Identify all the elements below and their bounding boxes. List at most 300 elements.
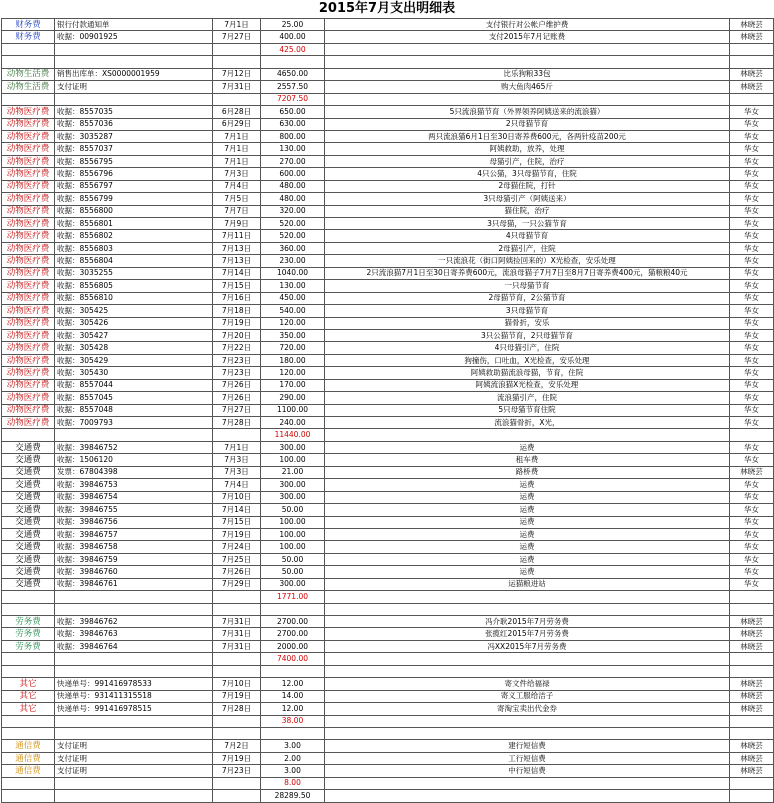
- empty-cell: [2, 429, 55, 441]
- empty-cell: [2, 727, 55, 739]
- handler-cell: 华女: [730, 292, 774, 304]
- handler-cell: 林晓芸: [730, 68, 774, 80]
- amount-cell: 4650.00: [261, 68, 325, 80]
- amount-cell: 290.00: [261, 392, 325, 404]
- handler-cell: 华女: [730, 280, 774, 292]
- voucher-cell: 收据：00901925: [55, 31, 213, 43]
- amount-cell: 2.00: [261, 752, 325, 764]
- subtotal-amount: 425.00: [261, 43, 325, 55]
- description-cell: 5只流浪猫节育（外界领养阿姨送来的流浪猫）: [325, 106, 730, 118]
- handler-cell: 华女: [730, 479, 774, 491]
- description-cell: 购大鱼肉465斤: [325, 81, 730, 93]
- empty-cell: [55, 429, 213, 441]
- amount-cell: 720.00: [261, 342, 325, 354]
- blank-row: [2, 603, 774, 615]
- table-row: [2, 578, 774, 590]
- empty-cell: [213, 715, 261, 727]
- category-cell: 交通费: [2, 466, 55, 478]
- description-cell: 运费: [325, 441, 730, 453]
- table-row: [2, 392, 774, 404]
- amount-cell: 130.00: [261, 143, 325, 155]
- category-cell: 其它: [2, 678, 55, 690]
- empty-cell: [730, 790, 774, 802]
- date-cell: 6月29日: [213, 118, 261, 130]
- table-row: [2, 317, 774, 329]
- date-cell: 7月28日: [213, 703, 261, 715]
- date-cell: 7月3日: [213, 466, 261, 478]
- handler-cell: 华女: [730, 342, 774, 354]
- empty-cell: [325, 653, 730, 665]
- table-row: [2, 417, 774, 429]
- table-row: [2, 354, 774, 366]
- handler-cell: 华女: [730, 553, 774, 565]
- category-cell: 交通费: [2, 504, 55, 516]
- table-row: [2, 106, 774, 118]
- description-cell: 2只流浪猫7月1日至30日寄养费600元，流浪母猫子7月7日至8月7日寄养费400元，猫粮粮40元: [325, 267, 730, 279]
- voucher-cell: 收据：39846764: [55, 640, 213, 652]
- date-cell: 7月1日: [213, 155, 261, 167]
- category-cell: 其它: [2, 690, 55, 702]
- description-cell: 寄文件给福禄: [325, 678, 730, 690]
- category-cell: 动物医疗费: [2, 255, 55, 267]
- table-row: [2, 267, 774, 279]
- category-cell: 动物医疗费: [2, 367, 55, 379]
- empty-cell: [261, 603, 325, 615]
- blank-row: [2, 727, 774, 739]
- category-cell: 交通费: [2, 479, 55, 491]
- amount-cell: 800.00: [261, 130, 325, 142]
- date-cell: 7月11日: [213, 230, 261, 242]
- empty-cell: [55, 790, 213, 802]
- category-cell: 动物医疗费: [2, 130, 55, 142]
- amount-cell: 300.00: [261, 479, 325, 491]
- amount-cell: 25.00: [261, 19, 325, 31]
- handler-cell: 林晓芸: [730, 19, 774, 31]
- empty-cell: [325, 429, 730, 441]
- voucher-cell: 收据：8556801: [55, 218, 213, 230]
- table-row: [2, 180, 774, 192]
- empty-cell: [213, 43, 261, 55]
- handler-cell: 林晓芸: [730, 690, 774, 702]
- subtotal-amount: 8.00: [261, 777, 325, 789]
- table-row: [2, 541, 774, 553]
- date-cell: 7月19日: [213, 690, 261, 702]
- voucher-cell: 收据：39846752: [55, 441, 213, 453]
- amount-cell: 3.00: [261, 765, 325, 777]
- amount-cell: 320.00: [261, 205, 325, 217]
- table-row: [2, 280, 774, 292]
- amount-cell: 2700.00: [261, 616, 325, 628]
- table-row: [2, 479, 774, 491]
- amount-cell: 520.00: [261, 230, 325, 242]
- handler-cell: 林晓芸: [730, 81, 774, 93]
- category-cell: 交通费: [2, 454, 55, 466]
- voucher-cell: 收据：8557048: [55, 404, 213, 416]
- voucher-cell: 收据：3035287: [55, 130, 213, 142]
- empty-cell: [213, 777, 261, 789]
- empty-cell: [55, 603, 213, 615]
- description-cell: 运费: [325, 528, 730, 540]
- description-cell: 2母猫住院，打针: [325, 180, 730, 192]
- table-row: [2, 553, 774, 565]
- handler-cell: 林晓芸: [730, 765, 774, 777]
- empty-cell: [325, 43, 730, 55]
- amount-cell: 400.00: [261, 31, 325, 43]
- amount-cell: 100.00: [261, 541, 325, 553]
- category-cell: 动物医疗费: [2, 329, 55, 341]
- amount-cell: 600.00: [261, 168, 325, 180]
- empty-cell: [213, 56, 261, 68]
- description-cell: 一只母猫节育: [325, 280, 730, 292]
- description-cell: 3只母猫节育: [325, 305, 730, 317]
- date-cell: 7月25日: [213, 553, 261, 565]
- date-cell: 7月1日: [213, 19, 261, 31]
- category-cell: 劳务费: [2, 628, 55, 640]
- description-cell: 猫住院，治疗: [325, 205, 730, 217]
- handler-cell: 华女: [730, 417, 774, 429]
- amount-cell: 240.00: [261, 417, 325, 429]
- category-cell: 动物医疗费: [2, 218, 55, 230]
- date-cell: 7月15日: [213, 516, 261, 528]
- table-row: [2, 118, 774, 130]
- handler-cell: 华女: [730, 130, 774, 142]
- description-cell: 狗撞伤，口吐血，X光检查，安乐处理: [325, 354, 730, 366]
- empty-cell: [325, 591, 730, 603]
- category-cell: 劳务费: [2, 616, 55, 628]
- grand-total-amount: 28289.50: [261, 790, 325, 802]
- voucher-cell: 收据：39846763: [55, 628, 213, 640]
- voucher-cell: 支付证明: [55, 765, 213, 777]
- empty-cell: [2, 790, 55, 802]
- table-row: [2, 516, 774, 528]
- voucher-cell: 收据：3035255: [55, 267, 213, 279]
- empty-cell: [325, 777, 730, 789]
- amount-cell: 540.00: [261, 305, 325, 317]
- category-cell: 动物医疗费: [2, 143, 55, 155]
- description-cell: 运猫粮进站: [325, 578, 730, 590]
- description-cell: 路桥费: [325, 466, 730, 478]
- empty-cell: [325, 790, 730, 802]
- description-cell: 建行短信费: [325, 740, 730, 752]
- handler-cell: 华女: [730, 242, 774, 254]
- table-row: [2, 305, 774, 317]
- date-cell: 7月7日: [213, 205, 261, 217]
- voucher-cell: 收据：305425: [55, 305, 213, 317]
- category-cell: 动物医疗费: [2, 305, 55, 317]
- date-cell: 7月13日: [213, 255, 261, 267]
- voucher-cell: 收据：8557036: [55, 118, 213, 130]
- empty-cell: [55, 715, 213, 727]
- description-cell: 冯XX2015年7月劳务费: [325, 640, 730, 652]
- date-cell: 7月26日: [213, 566, 261, 578]
- voucher-cell: 收据：39846761: [55, 578, 213, 590]
- subtotal-amount: 7207.50: [261, 93, 325, 105]
- empty-cell: [730, 429, 774, 441]
- empty-cell: [2, 603, 55, 615]
- handler-cell: 华女: [730, 106, 774, 118]
- handler-cell: 华女: [730, 230, 774, 242]
- category-cell: 动物医疗费: [2, 155, 55, 167]
- description-cell: 流浪猫引产，住院: [325, 392, 730, 404]
- empty-cell: [730, 591, 774, 603]
- date-cell: 7月1日: [213, 441, 261, 453]
- date-cell: 7月12日: [213, 68, 261, 80]
- subtotal-amount: 7400.00: [261, 653, 325, 665]
- description-cell: 运费: [325, 491, 730, 503]
- table-row: [2, 504, 774, 516]
- table-row: [2, 81, 774, 93]
- voucher-cell: 收据：7009793: [55, 417, 213, 429]
- table-row: [2, 19, 774, 31]
- voucher-cell: 收据：8556805: [55, 280, 213, 292]
- voucher-cell: 收据：8556803: [55, 242, 213, 254]
- amount-cell: 360.00: [261, 242, 325, 254]
- table-row: [2, 454, 774, 466]
- empty-cell: [2, 653, 55, 665]
- grand-total-row: [2, 790, 774, 802]
- sheet-title: 2015年7月支出明细表: [318, 1, 456, 16]
- voucher-cell: 支付证明: [55, 81, 213, 93]
- amount-cell: 50.00: [261, 504, 325, 516]
- description-cell: 运费: [325, 504, 730, 516]
- date-cell: 7月26日: [213, 392, 261, 404]
- date-cell: 7月26日: [213, 379, 261, 391]
- description-cell: 张揽红2015年7月劳务费: [325, 628, 730, 640]
- date-cell: 7月31日: [213, 640, 261, 652]
- date-cell: 7月31日: [213, 81, 261, 93]
- empty-cell: [730, 43, 774, 55]
- amount-cell: 300.00: [261, 491, 325, 503]
- handler-cell: 林晓芸: [730, 31, 774, 43]
- table-row: [2, 404, 774, 416]
- table-row: [2, 765, 774, 777]
- empty-cell: [261, 665, 325, 677]
- amount-cell: 12.00: [261, 678, 325, 690]
- voucher-cell: 收据：8556799: [55, 193, 213, 205]
- voucher-cell: 收据：305426: [55, 317, 213, 329]
- amount-cell: 14.00: [261, 690, 325, 702]
- amount-cell: 450.00: [261, 292, 325, 304]
- description-cell: 运费: [325, 553, 730, 565]
- description-cell: 中行短信费: [325, 765, 730, 777]
- date-cell: 7月1日: [213, 143, 261, 155]
- empty-cell: [730, 603, 774, 615]
- handler-cell: 华女: [730, 143, 774, 155]
- amount-cell: 120.00: [261, 367, 325, 379]
- amount-cell: 100.00: [261, 516, 325, 528]
- description-cell: 租车费: [325, 454, 730, 466]
- amount-cell: 350.00: [261, 329, 325, 341]
- handler-cell: 华女: [730, 578, 774, 590]
- date-cell: 7月23日: [213, 354, 261, 366]
- empty-cell: [55, 727, 213, 739]
- date-cell: 7月2日: [213, 740, 261, 752]
- subtotal-row: [2, 43, 774, 55]
- handler-cell: 林晓芸: [730, 740, 774, 752]
- category-cell: 动物生活费: [2, 68, 55, 80]
- table-row: [2, 690, 774, 702]
- voucher-cell: 收据：39846756: [55, 516, 213, 528]
- voucher-cell: 收据：8556802: [55, 230, 213, 242]
- empty-cell: [730, 653, 774, 665]
- empty-cell: [325, 56, 730, 68]
- voucher-cell: 快递单号：991416978533: [55, 678, 213, 690]
- date-cell: 7月14日: [213, 504, 261, 516]
- voucher-cell: 收据：305430: [55, 367, 213, 379]
- date-cell: 7月15日: [213, 280, 261, 292]
- date-cell: 7月20日: [213, 329, 261, 341]
- handler-cell: 华女: [730, 441, 774, 453]
- amount-cell: 2557.50: [261, 81, 325, 93]
- empty-cell: [2, 715, 55, 727]
- handler-cell: 林晓芸: [730, 752, 774, 764]
- handler-cell: 华女: [730, 305, 774, 317]
- category-cell: 交通费: [2, 578, 55, 590]
- table-row: [2, 740, 774, 752]
- date-cell: 7月10日: [213, 678, 261, 690]
- empty-cell: [55, 653, 213, 665]
- table-row: [2, 566, 774, 578]
- voucher-cell: 收据：305428: [55, 342, 213, 354]
- date-cell: 7月31日: [213, 616, 261, 628]
- amount-cell: 300.00: [261, 578, 325, 590]
- voucher-cell: 快递单号：991416978515: [55, 703, 213, 715]
- voucher-cell: 收据：39846757: [55, 528, 213, 540]
- table-row: [2, 441, 774, 453]
- subtotal-row: [2, 653, 774, 665]
- date-cell: 7月24日: [213, 541, 261, 553]
- handler-cell: 华女: [730, 404, 774, 416]
- empty-cell: [55, 56, 213, 68]
- description-cell: 支付银行对公帐户维护费: [325, 19, 730, 31]
- handler-cell: 林晓芸: [730, 678, 774, 690]
- description-cell: 运费: [325, 566, 730, 578]
- amount-cell: 100.00: [261, 454, 325, 466]
- handler-cell: 华女: [730, 329, 774, 341]
- amount-cell: 3.00: [261, 740, 325, 752]
- amount-cell: 130.00: [261, 280, 325, 292]
- subtotal-amount: 1771.00: [261, 591, 325, 603]
- empty-cell: [213, 665, 261, 677]
- description-cell: 3只母猫引产（阿姨送来）: [325, 193, 730, 205]
- voucher-cell: 收据：8556796: [55, 168, 213, 180]
- subtotal-row: [2, 429, 774, 441]
- category-cell: 财务费: [2, 19, 55, 31]
- voucher-cell: 银行付款通知单: [55, 19, 213, 31]
- table-row: [2, 193, 774, 205]
- voucher-cell: 收据：39846754: [55, 491, 213, 503]
- subtotal-row: [2, 777, 774, 789]
- category-cell: 动物医疗费: [2, 205, 55, 217]
- subtotal-row: [2, 93, 774, 105]
- description-cell: 冯介耿2015年7月劳务费: [325, 616, 730, 628]
- date-cell: 7月13日: [213, 242, 261, 254]
- amount-cell: 650.00: [261, 106, 325, 118]
- voucher-cell: 收据：8557045: [55, 392, 213, 404]
- amount-cell: 1100.00: [261, 404, 325, 416]
- voucher-cell: 销售出库单：XS0000001959: [55, 68, 213, 80]
- table-row: [2, 31, 774, 43]
- voucher-cell: 发票：67804398: [55, 466, 213, 478]
- empty-cell: [55, 665, 213, 677]
- voucher-cell: 收据：39846759: [55, 553, 213, 565]
- handler-cell: 华女: [730, 367, 774, 379]
- description-cell: 寄淘宝卖出代金券: [325, 703, 730, 715]
- table-row: [2, 329, 774, 341]
- handler-cell: 华女: [730, 379, 774, 391]
- empty-cell: [213, 653, 261, 665]
- amount-cell: 1040.00: [261, 267, 325, 279]
- voucher-cell: 收据：305429: [55, 354, 213, 366]
- amount-cell: 50.00: [261, 553, 325, 565]
- description-cell: 运费: [325, 479, 730, 491]
- category-cell: 劳务费: [2, 640, 55, 652]
- date-cell: 7月3日: [213, 454, 261, 466]
- amount-cell: 230.00: [261, 255, 325, 267]
- description-cell: 4只母猫引产，住院: [325, 342, 730, 354]
- handler-cell: 华女: [730, 168, 774, 180]
- description-cell: 运费: [325, 541, 730, 553]
- description-cell: 2母猫引产，住院: [325, 242, 730, 254]
- category-cell: 通信费: [2, 752, 55, 764]
- description-cell: 寄义工服给洁子: [325, 690, 730, 702]
- handler-cell: 华女: [730, 180, 774, 192]
- table-row: [2, 143, 774, 155]
- description-cell: 猫骨折，安乐: [325, 317, 730, 329]
- category-cell: 通信费: [2, 740, 55, 752]
- empty-cell: [213, 591, 261, 603]
- empty-cell: [730, 56, 774, 68]
- empty-cell: [2, 777, 55, 789]
- handler-cell: 林晓芸: [730, 616, 774, 628]
- empty-cell: [213, 93, 261, 105]
- category-cell: 动物医疗费: [2, 379, 55, 391]
- category-cell: 其它: [2, 703, 55, 715]
- table-row: [2, 130, 774, 142]
- category-cell: 动物医疗费: [2, 180, 55, 192]
- empty-cell: [213, 429, 261, 441]
- voucher-cell: 收据：39846753: [55, 479, 213, 491]
- description-cell: 3只公猫节育，2只母猫节育: [325, 329, 730, 341]
- description-cell: 运费: [325, 516, 730, 528]
- description-cell: 4只公猫，3只母猫节育，住院: [325, 168, 730, 180]
- empty-cell: [2, 591, 55, 603]
- category-cell: 动物医疗费: [2, 118, 55, 130]
- date-cell: 7月14日: [213, 267, 261, 279]
- handler-cell: 华女: [730, 516, 774, 528]
- category-cell: 动物医疗费: [2, 168, 55, 180]
- handler-cell: 华女: [730, 504, 774, 516]
- amount-cell: 270.00: [261, 155, 325, 167]
- handler-cell: 华女: [730, 218, 774, 230]
- amount-cell: 100.00: [261, 528, 325, 540]
- category-cell: 动物医疗费: [2, 317, 55, 329]
- amount-cell: 2700.00: [261, 628, 325, 640]
- description-cell: 支付2015年7月记账费: [325, 31, 730, 43]
- amount-cell: 170.00: [261, 379, 325, 391]
- description-cell: 工行短信费: [325, 752, 730, 764]
- voucher-cell: 收据：8556800: [55, 205, 213, 217]
- table-row: [2, 242, 774, 254]
- voucher-cell: 收据：39846760: [55, 566, 213, 578]
- handler-cell: 华女: [730, 118, 774, 130]
- description-cell: 一只流浪花（街口阿姨捡回来的）X光检查，安乐处理: [325, 255, 730, 267]
- table-row: [2, 155, 774, 167]
- empty-cell: [261, 727, 325, 739]
- category-cell: 动物医疗费: [2, 354, 55, 366]
- empty-cell: [730, 777, 774, 789]
- category-cell: 交通费: [2, 566, 55, 578]
